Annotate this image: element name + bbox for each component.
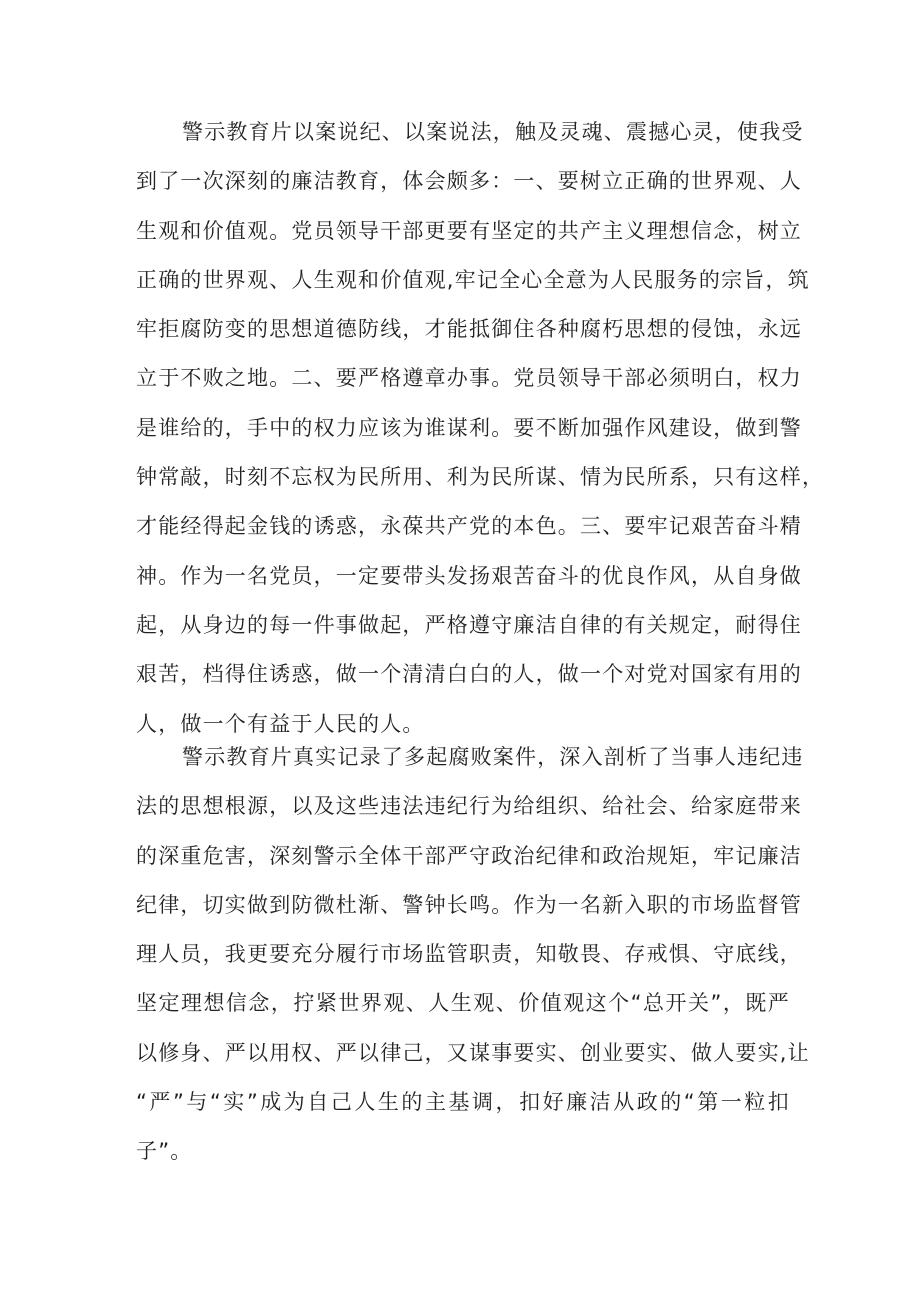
paragraph-line: 生观和价值观。党员领导干部更要有坚定的共产主义理想信念，树立 [136,218,802,243]
paragraph-line: 牢拒腐防变的思想道德防线，才能抵御住各种腐朽思想的侵蚀，永远 [136,317,802,342]
paragraph-line: 神。作为一名党员，一定要带头发扬艰苦奋斗的优良作风，从自身做 [136,563,802,588]
paragraph-line: 立于不败之地。二、要严格遵章办事。党员领导干部必须明白，权力 [136,366,802,391]
paragraph-line: 子”。 [136,1139,193,1164]
paragraph-line: 理人员，我更要充分履行市场监管职责，知敬畏、存戒惧、守底线， [136,942,802,967]
paragraph-line: 钟常敲，时刻不忘权为民所用、利为民所谋、情为民所系，只有这样， [136,465,825,490]
paragraph-line: 法的思想根源，以及这些违法违纪行为给组织、给社会、给家庭带来 [136,794,802,819]
paragraph-2 [136,733,810,1177]
paragraph-line: “严”与“实”成为自己人生的主基调，扣好廉洁从政的“第一粒扣 [136,1090,790,1115]
paragraph-line: 警示教育片真实记录了多起腐败案件，深入剖析了当事人违纪违 [182,745,804,769]
paragraph-line: 正确的世界观、人生观和价值观,牢记全心全意为人民服务的宗旨，筑 [136,267,810,292]
paragraph-line: 艰苦，档得住诱惑，做一个清清白白的人，做一个对党对国家有用的 [136,662,802,687]
paragraph-line: 人，做一个有益于人民的人。 [136,711,425,736]
paragraph-line: 纪律，切实做到防微杜渐、警钟长鸣。作为一名新入职的市场监督管 [136,892,802,917]
paragraph-line: 起，从身边的每一件事做起，严格遵守廉洁自律的有关规定，耐得住 [136,612,802,637]
paragraph-line: 的深重危害，深刻警示全体干部严守政治纪律和政治规矩，牢记廉洁 [136,843,802,868]
paragraph-line: 到了一次深刻的廉洁教育，体会颇多：一、要树立正确的世界观、人 [136,169,802,194]
paragraph-line: 是谁给的，手中的权力应该为谁谋利。要不断加强作风建设，做到警 [136,415,802,440]
paragraph-line: 警示教育片以案说纪、以案说法，触及灵魂、震撼心灵，使我受 [182,120,804,144]
paragraph-line: 才能经得起金钱的诱惑，永葆共产党的本色。三、要牢记艰苦奋斗精 [136,514,802,539]
paragraph-line: 以修身、严以用权、严以律己，又谋事要实、创业要实、做人要实,让 [136,1040,810,1065]
paragraph-line: 坚定理想信念，拧紧世界观、人生观、价值观这个“总开关”，既严 [136,991,790,1016]
paragraph-1 [136,108,825,749]
